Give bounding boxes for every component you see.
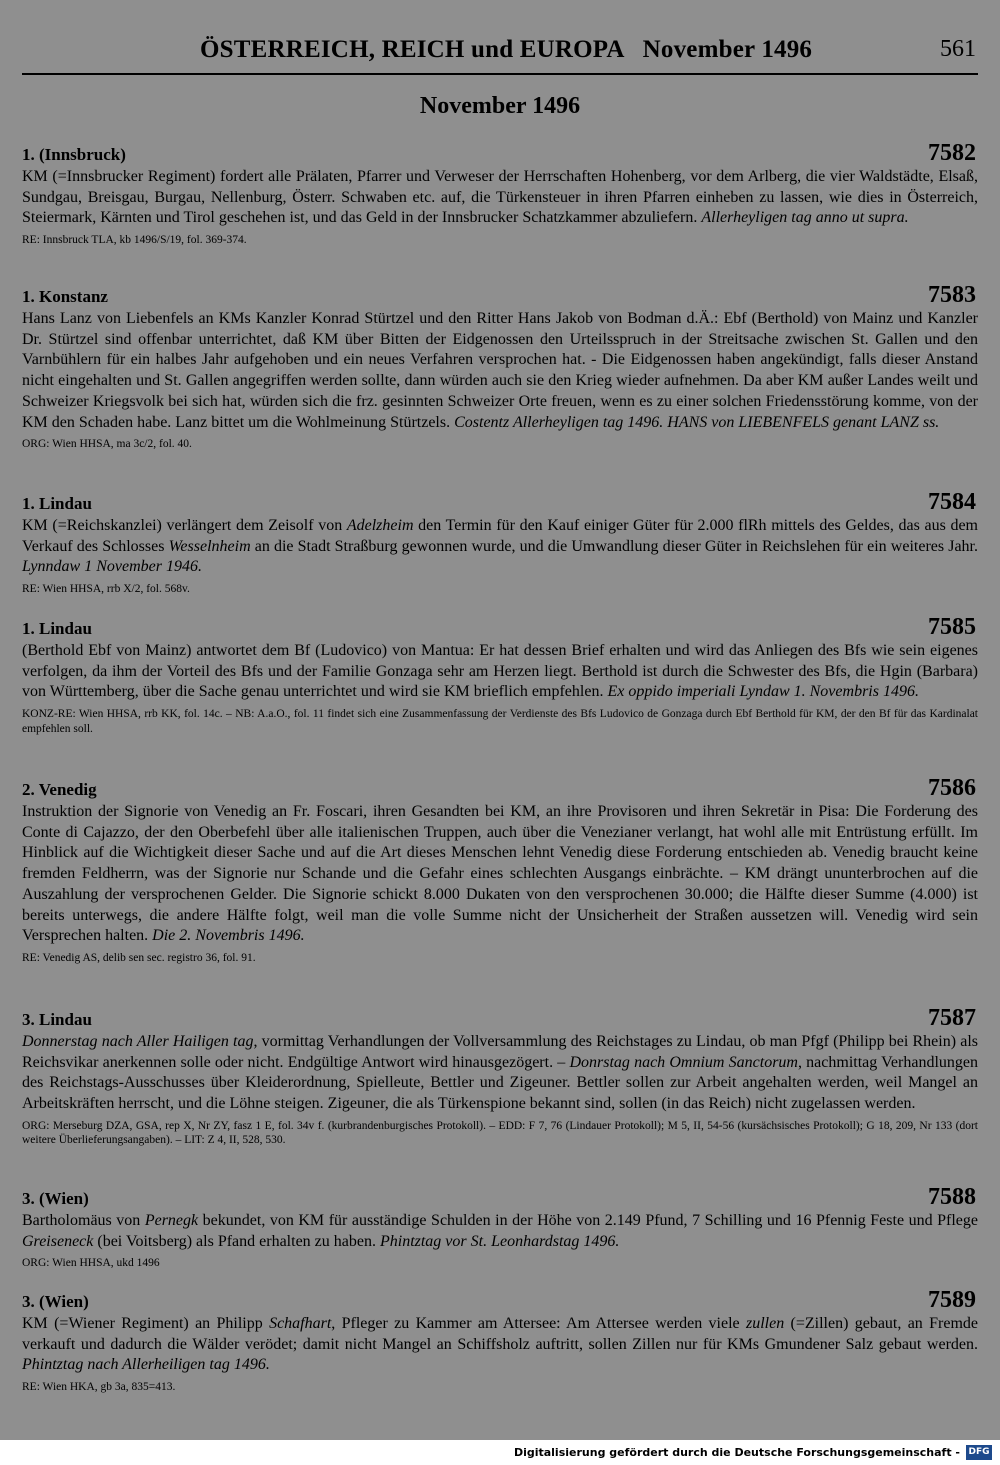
italic-segment: Donrstag nach Omnium Sanctorum — [569, 1053, 798, 1071]
entry-date-place: 1. Konstanz — [22, 287, 108, 306]
entry-body — [22, 1032, 978, 1115]
italic-segment: Ex oppido imperiali Lyndaw 1. Novembris 1496. — [607, 683, 919, 701]
italic-segment: Lynndaw 1 November 1946. — [22, 558, 202, 576]
italic-segment: Phintztag nach Allerheiligen tag 1496. — [22, 1356, 270, 1374]
header-divider — [22, 73, 978, 75]
page-number: 561 — [940, 36, 976, 62]
italic-segment: Greiseneck — [22, 1232, 94, 1250]
text-segment: KM (=Wiener Regiment) an Philipp — [22, 1315, 270, 1332]
entry-header — [22, 775, 978, 802]
italic-segment: Donnerstag nach Aller Hailigen tag — [22, 1033, 254, 1050]
text-segment: den Termin für den Kauf einiger Güter für 2.000 flRh mittels des Geldes, das aus dem Verkauf des Schlosses — [22, 517, 979, 555]
italic-segment: Schafhart — [269, 1315, 332, 1332]
dfg-logo-icon: DFG — [966, 1445, 992, 1460]
entry-date-place: 3. Lindau — [22, 1010, 92, 1029]
entry-date-place: 3. (Wien) — [22, 1189, 89, 1208]
entry-date-place: 1. (Innsbruck) — [22, 145, 126, 164]
italic-segment: zullen — [745, 1315, 785, 1332]
entry-number: 7583 — [928, 282, 976, 308]
entry-number: 7582 — [928, 140, 976, 166]
text-segment: Hans Lanz von Liebenfels an KMs Kanzler Konrad Stürtzel und den Ritter Hans Jakob von Bodman d.Ä.: Ebf (Berthold) von Mainz und Kanzler Dr. Stürtzel sind offenbar unterrichtet, daß KM über Bitten der Eidgenossen den Urteilsspruch in der Streitsache zwischen St. Gallen und den Varnbühlern für ein halbes Jahr aufgehoben und ein neues Verfahren versprochen hat. - Die Eidgenossen haben angekündigt, falls dieser Anstand nicht eingehalten und St. Gallen angegriffen werden sollte, dann würden auch sie den Krieg wieder aufnehmen. Da aber KM außer Landes weilt und Schweizer Kriegsvolk bei sich hat, würden sich die frz. gesinnten Schweizer Orte freuen, wenn es zu einer solchen Friedensstörung komme, von der KM den Schaden habe. Lanz bittet um die Wohlmeinung Stürtzels. — [22, 310, 978, 431]
text-segment: , vormittag Verhandlungen der Vollversammlung des Reichstages zu Lindau, ob man Pfgf (Philipp bei Rhein) als Reichsvikar anerkennen solle oder nicht. Endgültige Antwort wird hinausgezögert. – — [22, 1033, 978, 1071]
entry-header — [22, 1005, 978, 1032]
document-entry — [22, 1287, 979, 1395]
document-entry — [22, 140, 978, 248]
entry-source: RE: Venedig AS, delib sen sec. registro 36, fol. 91. — [22, 951, 256, 964]
entry-date-place: 1. Lindau — [22, 494, 92, 513]
entry-body — [22, 309, 978, 433]
text-segment: KM (=Reichskanzlei) verlängert dem Zeisolf von — [22, 517, 347, 534]
entry-number: 7584 — [928, 489, 976, 515]
document-entry — [22, 1184, 978, 1271]
entry-body — [22, 1314, 978, 1376]
entry-body — [22, 167, 978, 229]
running-header — [0, 36, 1000, 70]
entry-source: ORG: Wien HHSA, ukd 1496 — [22, 1257, 160, 1270]
italic-segment: Die 2. Novembris 1496. — [152, 927, 305, 945]
entry-header — [22, 1184, 978, 1211]
digitization-footer — [0, 1440, 1000, 1465]
document-entry — [22, 489, 979, 597]
text-segment: , nachmittag Verhandlungen des Reichstags-Ausschusses über Kleiderordnung, Spielleute, Bettler und Zigeuner. Bettler sollen zur Arbeit angehalten werden, weil Mangel an Arbeitskräften herrscht, und die Löhne steigen. Zigeuner, die als Türkenspione bekannt sind, sollen (in das Reich) nicht zugelassen werden. — [22, 1053, 979, 1113]
section-title: November 1496 — [419, 93, 581, 119]
entry-header — [22, 1287, 978, 1314]
entry-source: RE: Innsbruck TLA, kb 1496/S/19, fol. 369-374. — [22, 234, 247, 247]
entry-body — [22, 1211, 978, 1252]
entry-number: 7589 — [928, 1287, 976, 1313]
entry-number: 7587 — [928, 1005, 976, 1031]
footer-credit-text: Digitalisierung gefördert durch die Deutsche Forschungsgemeinschaft - — [513, 1446, 960, 1459]
entry-source: ORG: Wien HHSA, ma 3c/2, fol. 40. — [22, 438, 192, 451]
text-segment: Instruktion der Signorie von Venedig an Fr. Foscari, ihren Gesandten bei KM, an ihre Provisoren und ihren Sekretär in Pisa: Die Forderung des Conte di Cajazzo, der den Oberbefehl über alle italienischen Truppen, auch über die Venezianer verlangt, hat wohl alle mit Entrüstung erfüllt. Im Hinblick auf die Wichtigkeit dieser Sache und auf die Art dieses Menschen lehnt Venedig diese Forderung entschieden ab. Venedig braucht keine fremden Feldherrn, was der Signorie nur Schande und die Gefahr eines schlechten Ausgangs einbrächte. – KM drängt ununterbrochen auf die Auszahlung der versprochenen Gelder. Die Signorie schickt 8.000 Dukaten von den versprochenen 30.000; die Hälfte dieser Summe (4.000) ist bereits unterwegs, die andere Hälfte folgt, weil man die volle Summe nicht der Unsicherheit der Straßen aussetzen will. Venedig wird sein Versprechen halten. — [22, 803, 978, 945]
entry-date-place: 3. (Wien) — [22, 1292, 89, 1311]
text-segment: (Berthold Ebf von Mainz) antwortet dem Bf (Ludovico) von Mantua: Er hat dessen Brief erhalten und wird das Anliegen des Bfs wie sein eigenes verfolgen, da ihm der Vorteil des Bfs und der Familie Gonzaga sehr am Herzen liegt. Berthold ist durch die Schwester des Bfs, die Hgin (Barbara) von Württemberg, über die Sache genau unterrichtet und wird sie KM brieflich empfehlen. — [22, 642, 978, 701]
entry-header — [22, 282, 978, 309]
text-segment: an die Stadt Straßburg gewonnen wurde, und die Umwandlung dieser Güter in Reichslehen für ein weiteres Jahr. — [250, 537, 978, 555]
text-segment: bekundet, von KM für ausständige Schulden in der Höhe von 2.149 Pfund, 7 Schilling und 16 Pfennig Feste und Pflege — [198, 1212, 978, 1229]
entry-source: RE: Wien HHSA, rrb X/2, fol. 568v. — [22, 583, 190, 596]
entry-header — [22, 140, 978, 167]
document-entry — [22, 282, 978, 452]
italic-segment: Wesselnheim — [168, 537, 251, 555]
entry-number: 7586 — [928, 775, 976, 801]
entry-body — [22, 516, 978, 578]
entry-source: KONZ-RE: Wien HHSA, rrb KK, fol. 14c. – NB: A.a.O., fol. 11 findet sich eine Zusammenfassung der Verdienste des Bfs Ludovico de Gonzaga durch Ebf Berthold für KM, der den Bf für das Kardinalat empfehlen soll. — [22, 708, 978, 735]
entry-body — [22, 802, 978, 947]
entry-source: ORG: Merseburg DZA, GSA, rep X, Nr ZY, fasz 1 E, fol. 34v f. (kurbrandenburgisches Protokoll). – EDD: F 7, 76 (Lindauer Protokoll); M 5, II, 54-56 (kursächsisches Protokoll); G 18, 209, Nr 133 (dort weitere Überlieferungsangaben). – LIT: Z 4, II, 528, 530. — [22, 1119, 978, 1147]
text-segment: KM (=Innsbrucker Regiment) fordert alle Prälaten, Pfarrer und Verweser der Herrschaften Hohenberg, vor dem Arlberg, die vier Waldstädte, Elsaß, Sundgau, Breisgau, Burgau, Nellenburg, Österr. Schwaben etc. auf, die Türkensteuer in ihren Pfarren einheben zu lassen, wie dies in Österreich, Steiermark, Kärnten und Tirol geschehen ist, und das Geld in der Innsbrucker Schatzkammer abzuliefern. — [22, 168, 978, 227]
entry-source: RE: Wien HKA, gb 3a, 835=413. — [22, 1381, 176, 1394]
entry-number: 7585 — [928, 614, 976, 640]
running-title: ÖSTERREICH, REICH und EUROPA November 1496 — [200, 36, 813, 63]
text-segment: Bartholomäus von — [22, 1212, 145, 1229]
italic-segment: Pernegk — [144, 1212, 199, 1229]
document-entry — [22, 775, 978, 965]
entry-header — [22, 614, 978, 641]
entry-body — [22, 641, 978, 703]
entry-number: 7588 — [928, 1184, 976, 1210]
entry-header — [22, 489, 978, 516]
text-segment: , Pfleger zu Kammer am Attersee: Am Attersee werden viele — [331, 1315, 746, 1332]
text-segment: (=Zillen) gebaut, an Fremde verkauft und dadurch die Wälder verödet; damit nicht Mangel an Schiffsholz auftritt, sollen Zillen nur für KMs Gmundener Salz gebaut werden. — [22, 1315, 979, 1353]
italic-segment: Costentz Allerheyligen tag 1496. HANS von LIEBENFELS genant LANZ ss. — [454, 413, 940, 431]
document-entry — [22, 1005, 979, 1148]
entry-date-place: 1. Lindau — [22, 619, 92, 638]
italic-segment: Adelzheim — [346, 517, 414, 534]
italic-segment: Allerheyligen tag anno ut supra. — [701, 209, 909, 227]
text-segment: (bei Voitsberg) als Pfand erhalten zu haben. — [93, 1232, 380, 1250]
italic-segment: Phintztag vor St. Leonhardstag 1496. — [379, 1232, 620, 1250]
entry-date-place: 2. Venedig — [22, 780, 97, 799]
document-entry — [22, 614, 978, 736]
